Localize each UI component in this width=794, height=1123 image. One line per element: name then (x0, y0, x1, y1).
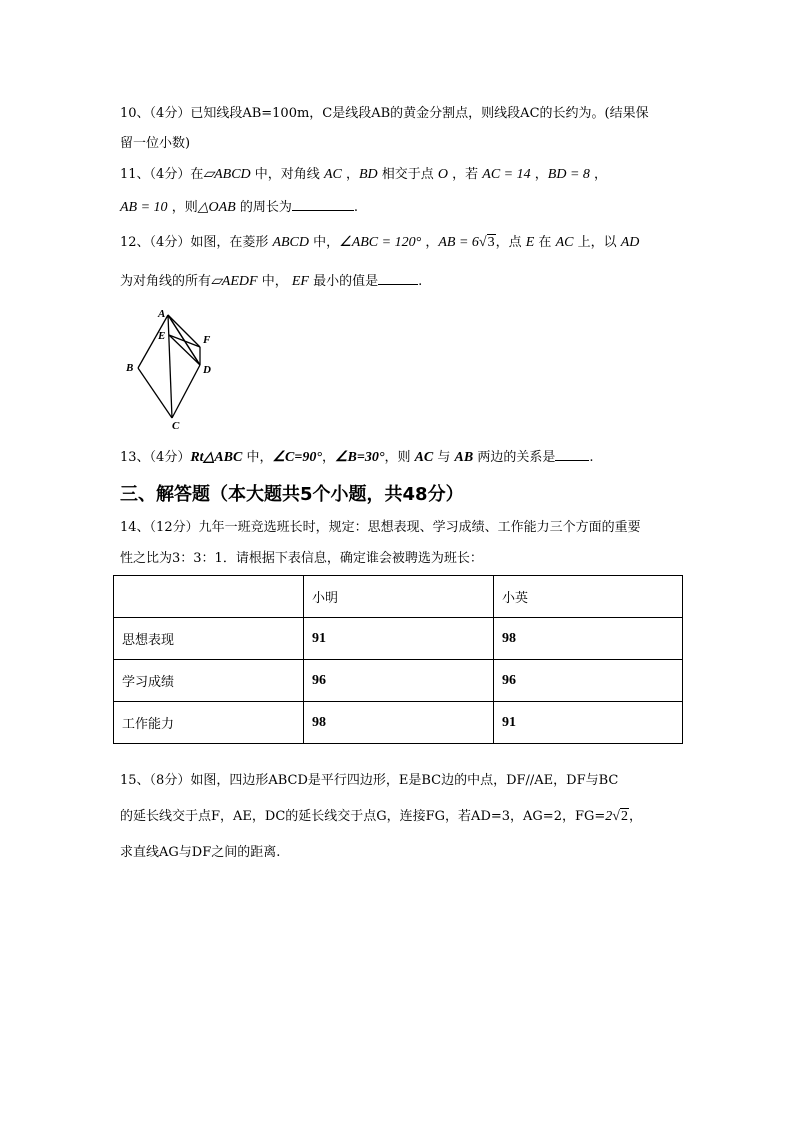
answer-blank (555, 446, 589, 461)
segment-ef (169, 335, 200, 347)
q12-text: 中， (257, 274, 292, 289)
table-row (114, 702, 683, 744)
q13-text: 两边的关系是 (473, 450, 556, 465)
q12-root: 3 (487, 235, 495, 250)
table-header-cell: 小明 (304, 576, 494, 618)
q12-ab: AB = 6 (438, 235, 479, 250)
q12-e: E (525, 235, 535, 250)
q13-text: 中， (242, 450, 273, 465)
q11-line-2 (120, 196, 358, 218)
q11-text: ，则 (167, 200, 198, 215)
q11-ac: AC (323, 167, 342, 182)
q11-abcd: ABCD (214, 167, 251, 182)
table-cell: 学习成绩 (114, 660, 304, 702)
section-heading: 三、解答题（本大题共5个小题，共48分） (120, 484, 464, 505)
q14-line-2: 性之比为3：3：1．请根据下表信息，确定谁会被聘选为班长： (120, 551, 483, 566)
q11-bd-eq: BD = 8 (547, 167, 590, 182)
q13-rt-triangle: Rt△ABC (190, 450, 243, 465)
table-cell: 91 (304, 618, 494, 660)
q12-abcd: ABCD (272, 235, 310, 250)
q15-line-2 (120, 807, 642, 827)
q12-ad: AD (620, 235, 640, 250)
diagonal-ad (168, 315, 200, 365)
rhombus-figure (120, 305, 230, 430)
q13-text: ，则 (384, 450, 415, 465)
q11-triangle: △OAB (197, 200, 236, 215)
q11-prefix: 11、（4分）在 (120, 167, 204, 182)
q11-text: ， (341, 167, 359, 182)
q12-text: 为对角线的所有 (120, 274, 212, 289)
q12-angle: ∠ABC = 120° (339, 235, 422, 250)
q15-text: 的延长线交于点F，AE，DC的延长线交于点G，连接FG，若AD=3，AG=2，FG= (120, 809, 606, 824)
q12-text: 中， (309, 235, 340, 250)
q12-line-2 (120, 270, 422, 292)
table-header-cell (114, 576, 304, 618)
label-d: D (203, 364, 211, 376)
q11-text: 中，对角线 (250, 167, 324, 182)
q13-end: . (589, 450, 594, 465)
segment-af (168, 315, 200, 347)
q11-text: ，若 (448, 167, 483, 182)
q12-ef: EF (291, 274, 309, 289)
label-f: F (203, 334, 211, 346)
q13-ac: AC (414, 450, 434, 465)
q11-text: ， (530, 167, 548, 182)
segment-ed (169, 335, 200, 365)
diagonal-ac (168, 315, 172, 418)
table-header-row (114, 576, 683, 618)
q12-line-1 (120, 233, 639, 253)
q11-text: ， (589, 167, 608, 182)
segment-bc (138, 368, 172, 418)
q13-angle-c: ∠C=90° (272, 450, 322, 465)
answer-blank (292, 196, 354, 211)
q15-fg-coef: 2 (605, 809, 613, 824)
q13-ab: AB (454, 450, 474, 465)
q11-ac-eq: AC = 14 (482, 167, 531, 182)
q14-line-1: 14、（12分）九年一班竞选班长时，规定：思想表现、学习成绩、工作能力三个方面的重要 (120, 520, 641, 535)
q12-text: 最小的值是 (308, 274, 379, 289)
table-cell: 96 (304, 660, 494, 702)
parallelogram-symbol: ▱ (203, 167, 215, 182)
q15-text: ， (628, 809, 642, 824)
q11-o: O (437, 167, 449, 182)
rhombus-lines (138, 315, 200, 418)
q12-end: . (418, 274, 423, 289)
table-cell: 98 (494, 618, 683, 660)
label-a: A (158, 308, 166, 320)
q12-text: 在 (534, 235, 556, 250)
table-row (114, 618, 683, 660)
q11-bd: BD (358, 167, 378, 182)
label-b: B (126, 362, 134, 374)
q13-line (120, 446, 594, 468)
sqrt-symbol: √3 (478, 235, 495, 250)
label-e: E (158, 330, 166, 342)
label-c: C (172, 420, 180, 430)
table-header-cell: 小英 (494, 576, 683, 618)
segment-cd (172, 365, 200, 418)
q13-text: ， (321, 450, 335, 465)
q12-text: 上，以 (573, 235, 621, 250)
q12-text: ，点 (495, 235, 526, 250)
parallelogram-symbol: ▱ (211, 274, 222, 289)
q13-text: 与 (433, 450, 455, 465)
q11-line-1 (120, 165, 607, 185)
q13-prefix: 13、（4分） (120, 450, 191, 465)
table-cell: 98 (304, 702, 494, 744)
q12-ac: AC (555, 235, 574, 250)
q11-end: . (353, 200, 358, 215)
q11-ab-eq: AB = 10 (120, 200, 168, 215)
q11-text: 相交于点 (377, 167, 438, 182)
sqrt-symbol: √2 (612, 809, 628, 824)
q12-prefix: 12、（4分）如图，在菱形 (120, 235, 273, 250)
table-cell: 工作能力 (114, 702, 304, 744)
table-cell: 91 (494, 702, 683, 744)
table-cell: 思想表现 (114, 618, 304, 660)
answer-blank (378, 270, 418, 285)
q15-line-1: 15、（8分）如图，四边形ABCD是平行四边形，E是BC边的中点，DF//AE，DF与BC (120, 773, 619, 788)
q12-text: ， (421, 235, 439, 250)
score-table (113, 575, 683, 744)
q12-aedf: AEDF (221, 274, 258, 289)
q13-angle-b: ∠B=30° (334, 450, 385, 465)
table-cell: 96 (494, 660, 683, 702)
q10-line-2: 留一位小数) (120, 136, 191, 151)
q10-line-1: 10、（4分）已知线段AB=100m，C是线段AB的黄金分割点，则线段AC的长约为。(结果保 (120, 106, 649, 121)
table-row (114, 660, 683, 702)
q15-fg-root: 2 (620, 809, 628, 824)
q15-line-3: 求直线AG与DF之间的距离. (120, 845, 281, 860)
q11-text: 的周长为 (235, 200, 292, 215)
